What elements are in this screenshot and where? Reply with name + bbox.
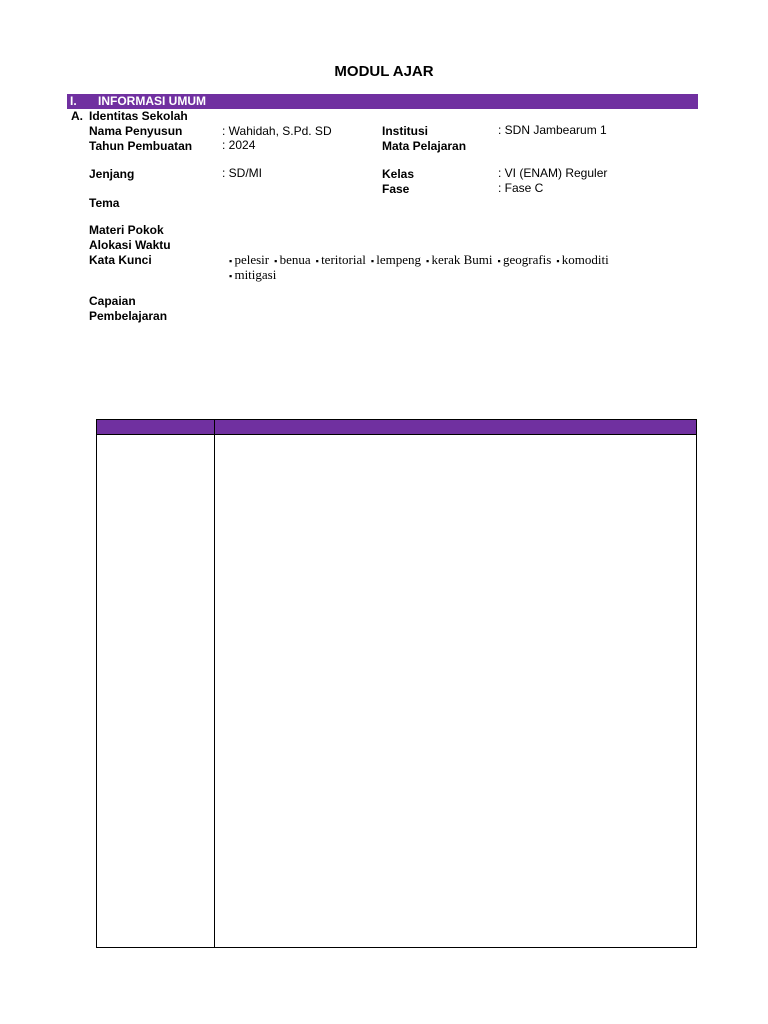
keyword-item: benua [279, 252, 311, 267]
institusi-label: Institusi [382, 124, 429, 138]
nama-penyusun-label: Nama Penyusun [89, 124, 183, 138]
keyword-item: komoditi [561, 252, 609, 267]
kata-kunci-label: Kata Kunci [89, 253, 152, 267]
alokasi-waktu-label: Alokasi Waktu [89, 238, 171, 252]
table-column-divider [214, 420, 215, 947]
section-number: I. [70, 94, 77, 108]
subsection-title: Identitas Sekolah [89, 109, 188, 123]
keyword-item: teritorial [321, 252, 366, 267]
mata-pelajaran-label: Mata Pelajaran [382, 139, 467, 153]
page-title: MODUL AJAR [334, 63, 434, 80]
tahun-pembuatan-label: Tahun Pembuatan [89, 139, 193, 153]
kelas-label: Kelas [382, 167, 415, 181]
bullet-icon: ▪ [556, 256, 562, 266]
keyword-list-line-2 [229, 267, 281, 284]
bullet-icon: ▪ [274, 256, 280, 266]
tahun-pembuatan-value: : 2024 [222, 138, 256, 152]
pembelajaran-label: Pembelajaran [89, 309, 168, 323]
bullet-icon: ▪ [497, 256, 503, 266]
bullet-icon: ▪ [426, 256, 432, 266]
subsection-letter: A. [71, 109, 83, 123]
table-header-row [97, 420, 696, 435]
keyword-item: pelesir [234, 252, 270, 267]
section-title: INFORMASI UMUM [98, 94, 206, 108]
fase-value: : Fase C [498, 181, 544, 195]
bullet-icon: ▪ [229, 256, 235, 266]
materi-pokok-label: Materi Pokok [89, 223, 164, 237]
content-table [96, 419, 697, 948]
jenjang-label: Jenjang [89, 167, 135, 181]
tema-label: Tema [89, 196, 120, 210]
bullet-icon: ▪ [315, 256, 322, 266]
kelas-value: : VI (ENAM) Reguler [498, 166, 608, 180]
keyword-item: mitigasi [234, 267, 277, 282]
jenjang-value: : SD/MI [222, 166, 263, 180]
keyword-item: kerak Bumi [431, 252, 493, 267]
fase-label: Fase [382, 182, 410, 196]
keyword-list-line-1 [229, 252, 614, 269]
institusi-value: : SDN Jambearum 1 [498, 123, 607, 137]
nama-penyusun-value: : Wahidah, S.Pd. SD [222, 124, 332, 138]
capaian-label: Capaian [89, 294, 136, 308]
keyword-item: geografis [502, 252, 552, 267]
keyword-item: lempeng [376, 252, 422, 267]
bullet-icon: ▪ [229, 271, 235, 281]
bullet-icon: ▪ [370, 256, 377, 266]
